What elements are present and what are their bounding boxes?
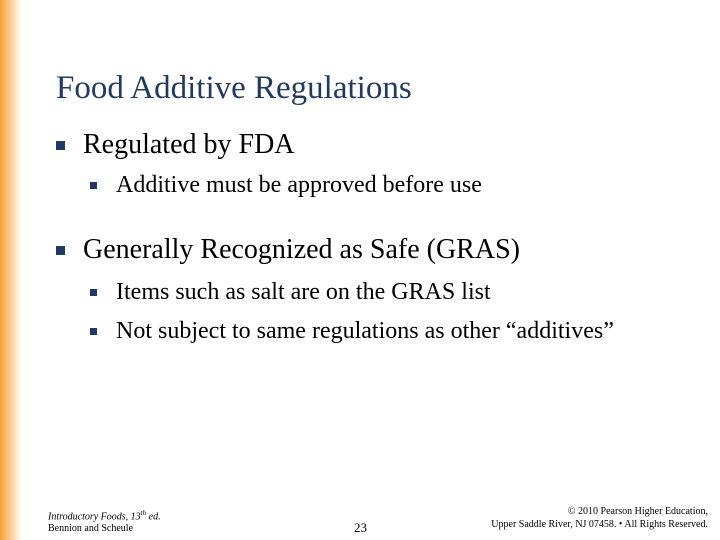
square-bullet-icon	[56, 141, 65, 150]
authors: Bennion and Scheule	[48, 523, 133, 535]
square-bullet-icon	[90, 289, 97, 296]
edition-suffix: ed.	[146, 511, 161, 523]
sub-bullet-item	[90, 318, 614, 345]
book-title: Introductory Foods, 13	[48, 511, 141, 523]
bullet-text: Generally Recognized as Safe (GRAS)	[83, 234, 520, 265]
copyright-line-2: Upper Saddle River, NJ 07458. • All Rights Reserved.	[491, 519, 708, 530]
book-title-line	[48, 507, 161, 523]
edition-superscript: th	[140, 509, 147, 517]
accent-bar	[0, 0, 22, 540]
sub-bullet-text: Additive must be approved before use	[116, 172, 482, 198]
bullet-item	[56, 129, 295, 161]
sub-bullet-text: Not subject to same regulations as other “additives”	[116, 318, 614, 344]
square-bullet-icon	[56, 246, 65, 255]
bullet-item	[56, 234, 520, 266]
sub-bullet-text: Items such as salt are on the GRAS list	[116, 279, 491, 305]
square-bullet-icon	[90, 182, 97, 189]
sub-bullet-item	[90, 279, 491, 306]
square-bullet-icon	[90, 328, 97, 335]
copyright-line-1: © 2010 Pearson Higher Education,	[567, 506, 708, 517]
sub-bullet-item	[90, 172, 482, 199]
page-number: 23	[354, 520, 367, 535]
footer-copyright	[491, 505, 708, 531]
bullet-text: Regulated by FDA	[83, 129, 295, 160]
footer-citation	[48, 507, 161, 535]
slide-title: Food Additive Regulations	[56, 70, 412, 106]
